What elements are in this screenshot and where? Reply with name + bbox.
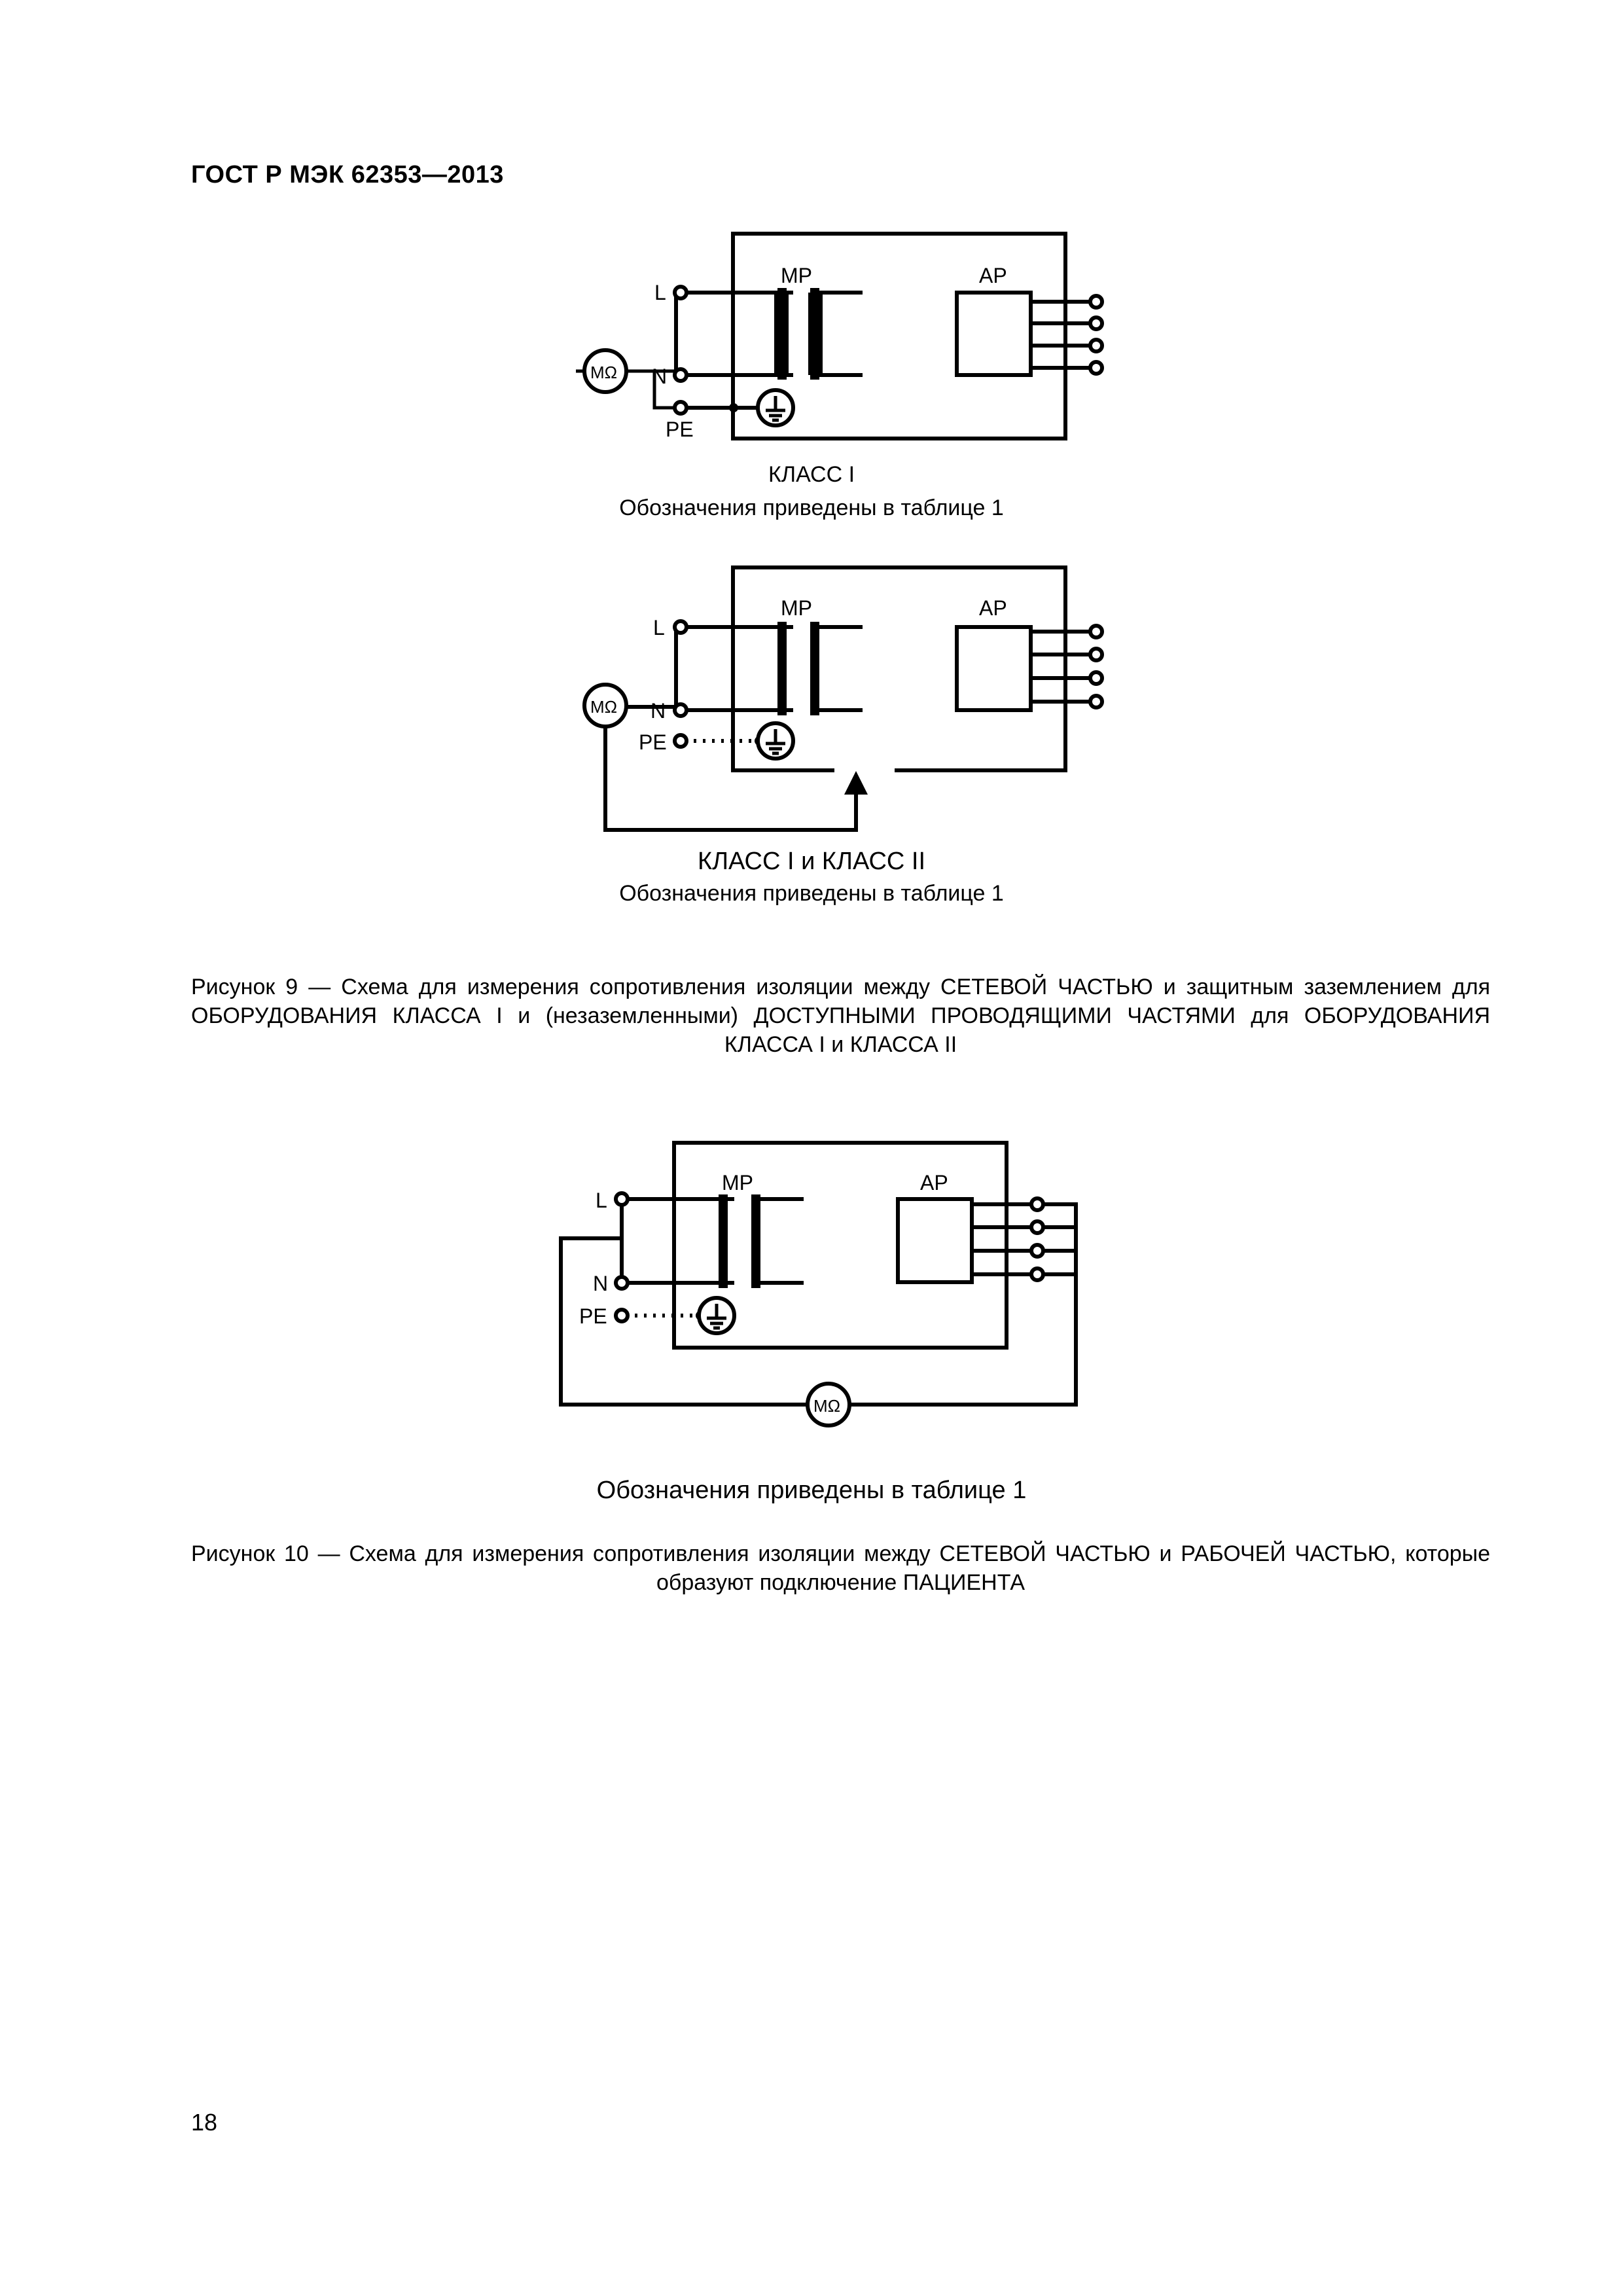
label-ap: AP — [979, 264, 1007, 287]
class-label-bottom: КЛАСС I и КЛАСС II — [697, 848, 926, 875]
ap-box — [957, 293, 1031, 375]
svg-text:N: N — [593, 1272, 609, 1295]
svg-text:MP: MP — [781, 596, 812, 620]
label-pe: PE — [666, 418, 694, 441]
document-header: ГОСТ Р МЭК 62353—2013 — [191, 161, 504, 188]
label-l: L — [654, 281, 666, 304]
page-number: 18 — [191, 2109, 218, 2136]
label-meter: MΩ — [590, 363, 618, 382]
figure10-caption: Рисунок 10 — Схема для измерения сопротивления изоляции между СЕТЕВОЙ ЧАСТЬЮ и РАБОЧЕЙ ЧАСТЬЮ, которые образуют подключение ПАЦИЕНТА — [191, 1541, 1490, 1595]
svg-text:MΩ: MΩ — [813, 1396, 841, 1416]
svg-text:AP: AP — [979, 596, 1007, 620]
svg-text:L: L — [596, 1189, 607, 1212]
diagram-figure10 — [561, 1143, 1076, 1405]
class-label-top: КЛАСС I — [768, 462, 855, 487]
svg-text:L: L — [653, 616, 665, 639]
note-bottom: Обозначения приведены в таблице 1 — [619, 881, 1004, 906]
ap-box — [898, 1199, 972, 1282]
svg-text:AP: AP — [920, 1171, 948, 1194]
ap-box — [957, 627, 1031, 710]
svg-text:MΩ: MΩ — [590, 697, 618, 717]
note-top: Обозначения приведены в таблице 1 — [619, 495, 1004, 520]
label-mp: MP — [781, 264, 812, 287]
label-n: N — [652, 365, 668, 388]
svg-text:MP: MP — [722, 1171, 753, 1194]
svg-text:N: N — [651, 699, 666, 723]
svg-text:PE: PE — [639, 730, 667, 754]
figure10-note: Обозначения приведены в таблице 1 — [596, 1477, 1027, 1504]
figure9-caption: Рисунок 9 — Схема для измерения сопротивления изоляции между СЕТЕВОЙ ЧАСТЬЮ и защитным заземлением для ОБОРУДОВАНИЯ КЛАССА I и (незаземленными) ДОСТУПНЫМИ ПРОВОДЯЩИМИ ЧАСТЯМИ для ОБОРУДОВАНИЯ КЛАССА I и КЛАССА II — [191, 975, 1490, 1057]
svg-text:PE: PE — [579, 1304, 607, 1328]
